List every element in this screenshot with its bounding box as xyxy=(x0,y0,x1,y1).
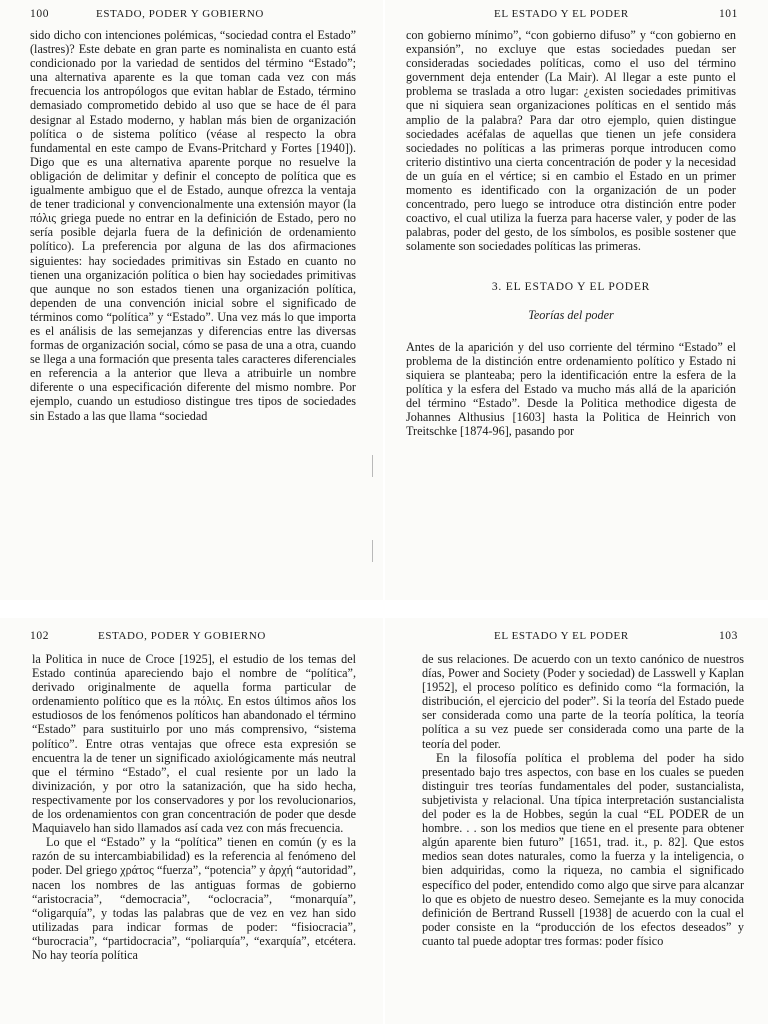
page-number: 103 xyxy=(718,630,738,642)
page-number: 102 xyxy=(30,630,50,642)
running-head: ESTADO, PODER Y GOBIERNO xyxy=(98,630,266,642)
page-body xyxy=(32,652,356,962)
page-body xyxy=(406,28,736,438)
subsection-title: Teorías del poder xyxy=(528,307,614,322)
running-head: ESTADO, PODER Y GOBIERNO xyxy=(96,8,264,20)
page-103 xyxy=(384,618,768,1024)
paragraph: con gobierno mínimo”, “con gobierno difuso” y “con gobierno en expansión”, no excluye que estas sociedades puedan ser consideradas sociedades políticas, como el uso del término government deja entender (La Mair). Al llegar a este punto el problema se traslada a otro lugar: ¿existen sociedades primitivas que ni siquiera sean organizaciones políticas en el sentido más amplio de la palabra? Para dar otro ejemplo, quien distingue sociedades acéfalas de aquellas que tienen un jefe considera sociedades no políticas a las primeras porque introducen como criterio distintivo una cierta concentración de poder y la necesidad de un guía en el vértice; si en cambio el Estado en un primer momento es identificado con la organización de un poder concentrado, pero luego se introduce otra distinción entre poder coactivo, el cual utiliza la fuerza para hacerse valer, y poder de las palabras, poder del gesto, de los símbolos, es posible sostener que solamente son sociedades políticas las primeras. xyxy=(406,28,736,254)
scan-mark xyxy=(372,540,373,562)
page-100 xyxy=(0,0,384,600)
paragraph: En la filosofía política el problema del poder ha sido presentado bajo tres aspectos, con base en los cuales se pueden distinguir tres teorías fundamentales del poder, sustancialista, subjetivista y relacional. Una típica interpretación sustancialista del poder es la de Hobbes, según la cual “EL PODER de un hombre. . . son los medios que tiene en el presente para obtener algún aparente bien futuro” [1651, trad. it., p. 82]. Que estos medios sean dotes naturales, como la fuerza y la inteligencia, o bien adquiridas, como la riqueza, no cambia el significado específico del poder, entendido como algo que sirve para alcanzar lo que es objeto de nuestro deseo. Semejante es la muy conocida definición de Bertrand Russell [1938] de acuerdo con la cual el poder consiste en la “producción de los efectos deseados” y cuanto tal puede adoptar tres formas: poder físico xyxy=(422,750,744,948)
section-title: 3. EL ESTADO Y EL PODER xyxy=(491,280,651,293)
scan-mark xyxy=(372,455,373,477)
running-head: EL ESTADO Y EL PODER xyxy=(494,8,629,20)
paragraph: Lo que el “Estado” y la “política” tienen en común (y es la razón de su intercambiabilidad) es la referencia al fenómeno del poder. Del griego χράτος “fuerza”, “potencia” y ἀρχή “autoridad”, nacen los nombres de las antiguas formas de gobierno “aristocracia”, “democracia”, “oclocracia”, “monarquía”, “oligarquía”, y todas las palabras que de vez en vez han sido utilizadas para indicar formas de poder: “fisiocracia”, “burocracia”, “partidocracia”, “poliarquía”, “exarquía”, etcétera. No hay teoría política xyxy=(32,835,356,962)
paragraph: sido dicho con intenciones polémicas, “sociedad contra el Estado” (lastres)? Este debate en gran parte es nominalista en cuanto está condicionado por la variedad de sentidos del término “Estado”; una alternativa aparente es la que toman cada vez con más frecuencia los antropólogos que evitan hablar de Estado, término demasiado comprometido debido al uso que se hace de él para designar al Estado moderno, y hablan más bien de organización política o de sistema político (véase al respecto la obra fundamental en este campo de Evans-Pritchard y Fortes [1940]). Digo que es una alternativa aparente porque no resuelve la obligación de delimitar y definir el concepto de política que es igualmente ambiguo que el de Estado, aunque ofrezca la ventaja de tener tradicional y convencionalmente una extensión mayor (la πόλις griega puede no entrar en la definición de Estado, pero no sería posible dejarla fuera de la definición de ordenamiento político). La preferencia por alguna de las dos afirmaciones siguientes: hay sociedades primitivas sin Estado en cuanto no tienen una organización política o bien hay sociedades primitivas que aunque no son estados tienen una organización política, dependen de una convención inicial sobre el significado de términos como “política” y “Estado”. Una vez más lo que importa es el análisis de las semejanzas y diferencias entre las diversas formas de organización social, cómo se pasa de una a otra, cuando se llega a una formación que presenta tales caracteres diferenciales en referencia a la anterior que lleva a atribuirle un nombre diferente o una especificación diferente del mismo nombre. Por ejemplo, cuando un estudioso distingue tres tipos de sociedades sin Estado a las que llama “sociedad xyxy=(30,28,356,423)
page-header xyxy=(0,628,384,648)
paragraph: la Politica in nuce de Croce [1925], el estudio de los temas del Estado continúa apareciendo bajo el nombre de “política”, derivado originalmente de aquella forma particular de ordenamiento político que es la πόλις. En estos últimos años los estudiosos de los fenómenos políticos han abandonado el término “Estado” para sustituirlo por uno más comprensivo, “sistema político”. Entre otras ventajas que ofrece esta expresión se encuentra la de tener un significado axiológicamente más neutral que el término “Estado”, el cual resiente por un lado la divinización, y por otro la satanización, que ha sido hecha, respectivamente por los conservadores y por los revolucionarios, de los ordenamientos con gran concentración de poder que desde Maquiavelo han sido llamados así cada vez con más frecuencia. xyxy=(32,652,356,836)
page-header xyxy=(384,628,768,648)
page-102 xyxy=(0,618,384,1024)
page-number: 101 xyxy=(718,8,738,20)
running-head: EL ESTADO Y EL PODER xyxy=(494,630,629,642)
page-body xyxy=(422,652,744,948)
page-gutter-vertical xyxy=(383,0,385,1024)
page-101 xyxy=(384,0,768,600)
page-number: 100 xyxy=(30,8,50,20)
page-header xyxy=(0,6,384,26)
page-header xyxy=(384,6,768,26)
paragraph: de sus relaciones. De acuerdo con un texto canónico de nuestros días, Power and Society (Poder y sociedad) de Lasswell y Kaplan [1952], el proceso político es definido como “la formación, la distribución, el ejercicio del poder”. Si la teoría del Estado puede ser considerada como una parte de la teoría política, la teoría política a su vez puede ser considerada como una parte de la teoría del poder. xyxy=(422,652,744,751)
paragraph: Antes de la aparición y del uso corriente del término “Estado” el problema de la distinción entre ordenamiento político y Estado ni siquiera se planteaba; pero la identificación entre la esfera de la política y la esfera del Estado va mucho más allá de la aparición del término “Estado”. Desde la Politica methodice digesta de Johannes Althusius [1603] hasta la Politica de Heinrich von Treitschke [1874-96], pasando por xyxy=(406,339,736,439)
page-body xyxy=(30,28,356,423)
